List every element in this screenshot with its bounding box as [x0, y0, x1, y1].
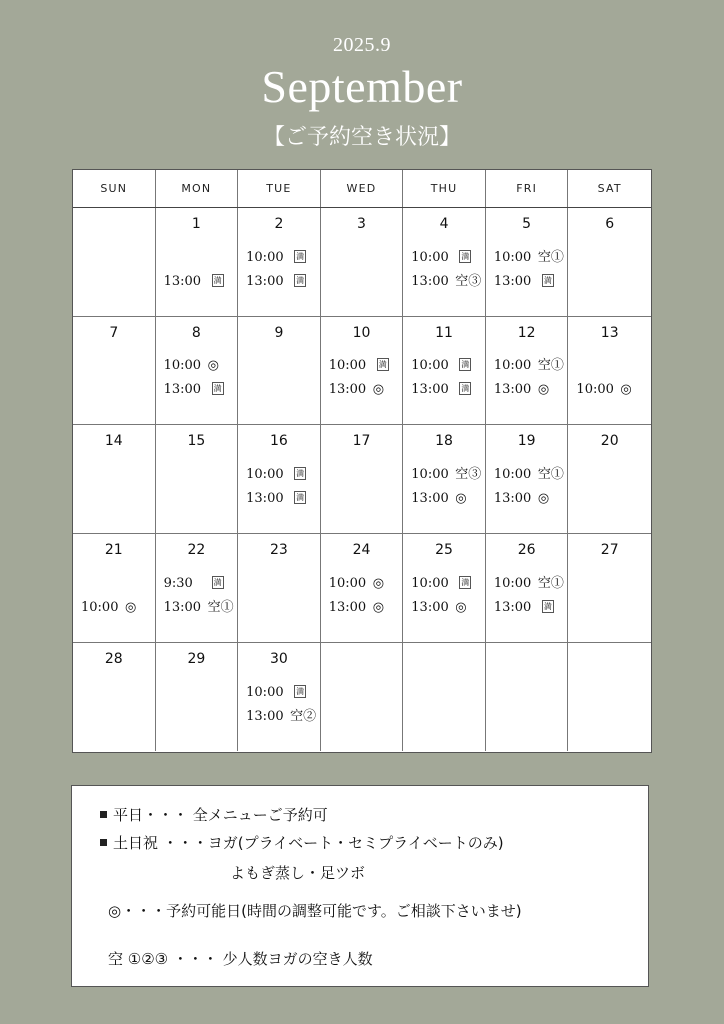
time-slots [164, 572, 236, 620]
calendar-week-row [73, 534, 651, 643]
day-number: 5 [522, 216, 532, 232]
calendar-day-cell [486, 425, 569, 533]
slot-status: 満 [213, 275, 222, 285]
slot-time: 13:00 [328, 382, 367, 398]
calendar-weeks [73, 208, 651, 752]
calendar-day-cell [238, 643, 321, 752]
slot-status: 満 [543, 601, 552, 611]
calendar-day-cell [73, 208, 156, 316]
calendar-week-row [73, 317, 651, 426]
time-slots [164, 354, 236, 402]
slot-status: 空① [537, 358, 564, 374]
slot-time: 13:00 [493, 382, 532, 398]
legend-available: ◎・・・予約可能日(時間の調整可能です。ご相談下さいませ) [108, 902, 522, 920]
slot-time: 13:00 [493, 599, 532, 615]
calendar-day-cell [321, 425, 404, 533]
calendar-day-cell [403, 208, 486, 316]
time-slots [329, 354, 401, 402]
slot-time: 13:00 [246, 709, 284, 725]
slot-status: ◎ [537, 382, 550, 398]
slot-status: 満 [461, 577, 470, 587]
slot-status: 満 [543, 275, 552, 285]
slot-status: ◎ [372, 575, 385, 591]
slot-status: 満 [296, 687, 305, 697]
calendar-day-cell [238, 317, 321, 425]
day-number: 22 [187, 542, 206, 559]
day-number: 7 [109, 324, 119, 341]
slot-time: 10:00 [163, 358, 202, 374]
slot-status: 満 [213, 577, 222, 587]
day-number: 23 [270, 542, 288, 559]
calendar-day-cell [156, 643, 239, 752]
day-number: 4 [439, 216, 449, 232]
time-slot [164, 572, 236, 596]
square-bullet-icon [100, 839, 107, 846]
day-number: 26 [517, 542, 536, 559]
day-number: 16 [270, 433, 288, 450]
time-slot [164, 354, 236, 378]
time-slot [411, 596, 483, 620]
day-number: 25 [435, 542, 453, 559]
time-slot [494, 270, 566, 294]
time-slot [246, 487, 318, 511]
calendar-day-cell [568, 208, 651, 316]
time-slot [246, 463, 318, 487]
time-slot [494, 572, 566, 596]
slot-status: 満 [296, 275, 305, 285]
legend-box [71, 785, 649, 987]
slot-time: 10:00 [411, 249, 449, 265]
slot-time: 10:00 [246, 467, 284, 483]
calendar-day-cell [73, 425, 156, 533]
time-slot [329, 596, 401, 620]
slot-status: 空③ [455, 273, 482, 289]
slot-status: 満 [461, 360, 470, 370]
time-slot [411, 270, 483, 294]
slot-status: ◎ [125, 599, 137, 615]
slot-time: 13:00 [246, 491, 284, 507]
calendar-day-cell [486, 208, 569, 316]
time-slots [246, 681, 318, 729]
weekday-wed: WED [321, 170, 404, 207]
slot-time: 10:00 [246, 249, 284, 265]
calendar-month-title: September [261, 61, 463, 112]
slot-time: 13:00 [163, 273, 202, 289]
slot-status: 満 [296, 493, 305, 503]
slot-time: 10:00 [246, 685, 284, 701]
slot-time: 10:00 [493, 249, 532, 265]
time-slots [494, 354, 566, 402]
slot-status: 空① [537, 249, 564, 265]
time-slot [494, 378, 566, 402]
slot-time: 10:00 [411, 358, 449, 374]
calendar-day-cell [73, 534, 156, 642]
time-slot [494, 487, 566, 511]
calendar-subtitle: 【ご予約空き状況】 [262, 125, 461, 150]
slot-status: ◎ [455, 491, 467, 507]
day-number: 14 [104, 433, 123, 450]
weekday-sun: SUN [73, 170, 156, 207]
weekday-sat: SAT [597, 182, 622, 195]
slot-status: 空① [537, 467, 564, 483]
day-number: 19 [517, 433, 536, 450]
slot-time: 13:00 [163, 382, 202, 398]
calendar-day-cell [321, 643, 404, 752]
calendar-grid [72, 169, 652, 753]
slot-status: 満 [296, 251, 305, 261]
legend-weekend-sub: よもぎ蒸し・足ツボ [230, 864, 366, 882]
time-slots [246, 246, 318, 294]
calendar-day-cell [403, 317, 486, 425]
time-slot [164, 270, 236, 294]
day-number: 28 [104, 650, 123, 667]
slot-status: ◎ [372, 599, 385, 615]
weekday-tue: TUE [238, 170, 321, 207]
calendar-day-cell [486, 534, 569, 642]
calendar-day-cell [238, 425, 321, 533]
calendar-day-cell [321, 534, 404, 642]
slot-status: 満 [461, 384, 470, 394]
slot-time: 10:00 [81, 599, 119, 615]
calendar-day-cell [156, 208, 239, 316]
calendar-day-cell [568, 425, 651, 533]
day-number: 10 [352, 324, 371, 341]
calendar-day-cell [403, 425, 486, 533]
slot-time: 10:00 [493, 575, 532, 591]
slot-status: ◎ [537, 491, 550, 507]
time-slots [329, 572, 401, 620]
slot-time: 13:00 [246, 273, 284, 289]
day-number: 27 [600, 542, 619, 559]
slot-time: 10:00 [328, 358, 367, 374]
time-slot [411, 354, 483, 378]
time-slot [494, 596, 566, 620]
slot-time: 10:00 [411, 575, 449, 591]
slot-time: 10:00 [328, 575, 367, 591]
slot-time: 13:00 [411, 273, 449, 289]
weekday-header-row [73, 170, 651, 208]
time-slot [329, 378, 401, 402]
slot-status: ◎ [620, 382, 632, 398]
calendar-day-cell [486, 643, 569, 752]
calendar-day-cell [238, 534, 321, 642]
time-slot [329, 572, 401, 596]
slot-time: 13:00 [493, 273, 532, 289]
calendar-day-cell [156, 534, 239, 642]
slot-time: 13:00 [411, 382, 449, 398]
calendar-day-cell [73, 643, 156, 752]
time-slot [81, 596, 153, 620]
calendar-day-cell [568, 534, 651, 642]
calendar-day-cell [156, 425, 239, 533]
slot-time: 13:00 [411, 491, 449, 507]
calendar-day-cell [321, 317, 404, 425]
time-slot [494, 463, 566, 487]
day-number: 3 [357, 216, 366, 232]
day-number: 9 [274, 324, 284, 341]
day-number: 30 [270, 650, 288, 667]
weekday-mon: MON [156, 170, 239, 207]
time-slots [494, 463, 566, 511]
time-slot [411, 572, 483, 596]
time-slot [411, 463, 483, 487]
calendar-week-row [73, 208, 651, 317]
day-number: 24 [352, 542, 371, 559]
time-slot [164, 596, 236, 620]
slot-status: 満 [378, 360, 387, 370]
weekday-thu: THU [403, 170, 486, 207]
day-number: 1 [191, 216, 201, 232]
slot-status: ◎ [372, 382, 385, 398]
square-bullet-icon [100, 811, 107, 818]
time-slot [494, 354, 566, 378]
calendar-day-cell [568, 643, 651, 752]
calendar-day-cell [568, 317, 651, 425]
calendar-day-cell [156, 317, 239, 425]
legend-weekend: 土日祝 ・・・ヨガ(プライベート・セミプライベートのみ) [100, 832, 504, 853]
day-number: 15 [187, 433, 206, 450]
day-number: 20 [600, 433, 619, 450]
time-slot [411, 487, 483, 511]
slot-time: 10:00 [576, 382, 614, 398]
day-number: 12 [517, 324, 536, 341]
slot-time: 9:30 [163, 575, 193, 591]
day-number: 2 [274, 216, 284, 232]
time-slots [576, 378, 649, 402]
day-number: 17 [352, 433, 371, 450]
time-slots [494, 246, 566, 294]
time-slots [494, 572, 566, 620]
time-slot [411, 378, 483, 402]
day-number: 18 [435, 433, 453, 450]
slot-time: 10:00 [411, 467, 449, 483]
slot-status: ◎ [207, 358, 219, 374]
time-slot [246, 681, 318, 705]
calendar-day-cell [403, 534, 486, 642]
calendar-day-cell [238, 208, 321, 316]
weekday-fri: FRI [486, 170, 569, 207]
slot-time: 10:00 [493, 358, 532, 374]
calendar-day-cell [73, 317, 156, 425]
time-slot [246, 270, 318, 294]
slot-status: 空③ [455, 467, 482, 483]
time-slot [246, 246, 318, 270]
slot-time: 13:00 [411, 599, 449, 615]
calendar-week-row [73, 425, 651, 534]
day-number: 11 [435, 324, 453, 341]
calendar-day-cell [321, 208, 404, 316]
time-slots [411, 572, 483, 620]
slot-status: 満 [213, 384, 222, 394]
slot-status: 満 [296, 469, 305, 479]
calendar-day-cell [486, 317, 569, 425]
time-slot [576, 378, 649, 402]
day-number: 8 [191, 324, 201, 341]
slot-status: 空① [207, 599, 234, 615]
calendar-week-row [73, 643, 651, 752]
time-slots [411, 354, 483, 402]
time-slots [81, 596, 153, 620]
time-slots [411, 463, 483, 511]
time-slot [411, 246, 483, 270]
slot-status: 空② [290, 709, 317, 725]
time-slot [164, 378, 236, 402]
slot-time: 13:00 [328, 599, 367, 615]
day-number: 6 [605, 216, 615, 232]
calendar-day-cell [403, 643, 486, 752]
legend-vacancy: 空 ①②③ ・・・ 少人数ヨガの空き人数 [108, 950, 373, 968]
day-number: 29 [187, 650, 206, 667]
time-slot [494, 246, 566, 270]
time-slots [411, 246, 483, 294]
slot-status: 満 [461, 251, 470, 261]
legend-weekday: 平日・・・ 全メニューご予約可 [100, 804, 328, 825]
time-slot [246, 705, 318, 729]
time-slots [164, 270, 236, 294]
slot-status: 空① [537, 575, 564, 591]
slot-status: ◎ [455, 599, 467, 615]
slot-time: 10:00 [493, 467, 532, 483]
time-slot [329, 354, 401, 378]
day-number: 13 [600, 324, 619, 341]
day-number: 21 [104, 542, 123, 559]
time-slots [246, 463, 318, 511]
calendar-year: 2025.9 [333, 34, 391, 56]
slot-time: 13:00 [163, 599, 202, 615]
slot-time: 13:00 [493, 491, 532, 507]
